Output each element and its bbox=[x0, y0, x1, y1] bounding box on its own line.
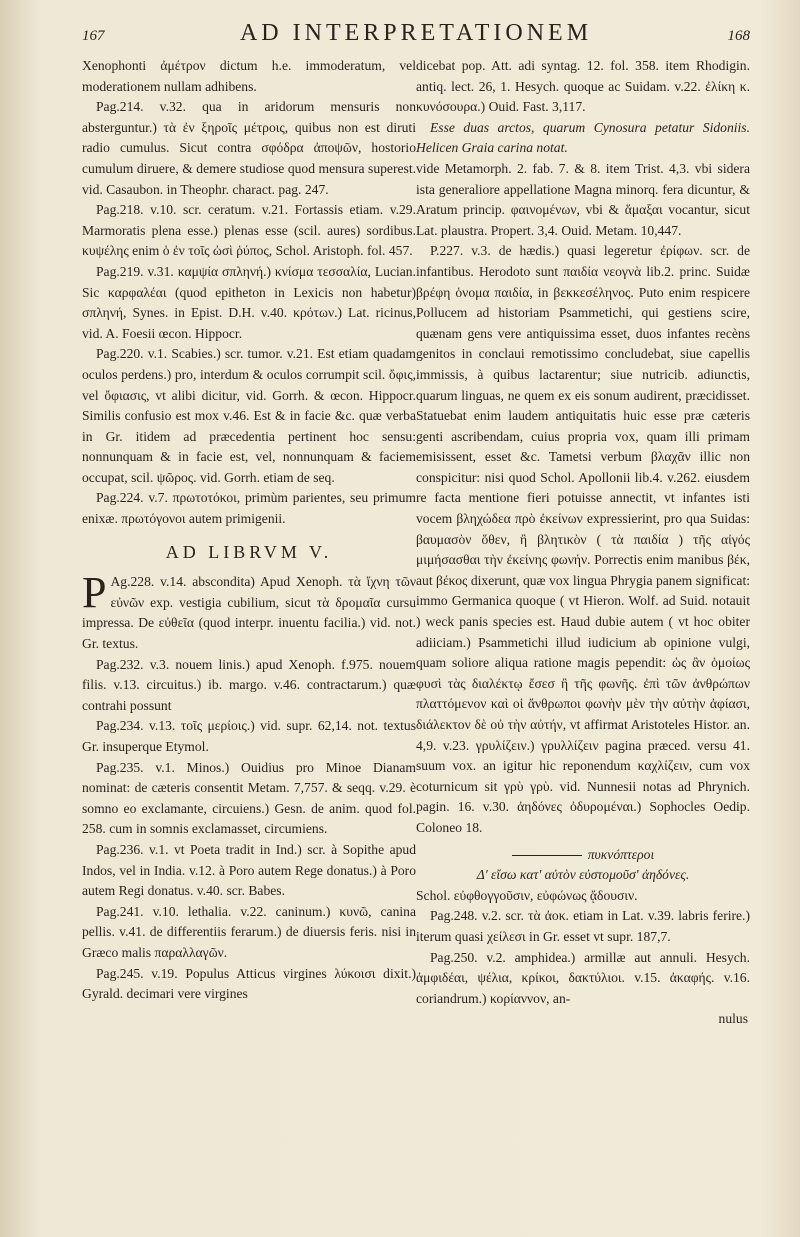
paragraph: Pag.241. v.10. lethalia. v.22. caninum.) κυνῶ, canina pellis. v.41. de differentiis ferarum.) de diuersis feris. nisi in Græco malis παραλλαγῶν. bbox=[82, 903, 416, 960]
drop-cap: P bbox=[82, 568, 107, 618]
paragraph: Pag.220. v.1. Scabies.) scr. tumor. v.21. Est etiam quadam oculos perdens.) pro, interdum & oculos corrumpit scil. ὄφις, vel ὄφιασις, vt alibi dicitur, vid. Gorrh. & œcon. Hippocr. Similis confusio est mox v.46. Est & in facie &c. quæ verba in Gr. itidem ad præcedentia pertinent hoc sensu: nonnunquam & in facie est, vel, nonnunquam & faciem occupat, scil. ψῶρος. vid. Gorrh. etiam de seq. bbox=[82, 346, 416, 485]
paragraph: Pag.219. v.31. καμψία σπληνή.) κνίσμα τεσσαλία, Lucian. Sic καρφαλέαι (quod epitheton in Lexicis non habetur) σπληνή, Synes. in Epist. D.H. v.40. κρότων.) Lat. ricinus, vid. A. Foesii œcon. Hippocr. bbox=[82, 263, 416, 341]
paragraph: Pag.235. v.1. Minos.) Ouidius pro Minoe Dianam nominat: de cæteris consentit Metam. 7,757. & seqq. v.29. è somno eo exclamante, circuiens.) Gesn. de anim. quod fol. 258. cum in somnis exclamasset, circumiens. bbox=[82, 759, 416, 837]
page-number-right: 168 bbox=[727, 28, 750, 44]
paragraph: P.227. v.3. de hædis.) quasi legeretur ἐρίφων. scr. de infantibus. Herodoto sunt παιδία νεογνὰ lib.2. princ. Suidæ βρέφη ὁνομα παιδία, in βεκκεσέληνος. Puto enim respicere Pollucem ad historiam Psammetichi, qui gestiens scire, quænam gens vere antiquissima esset, duos infantes recèns genitos in conclaui remotissimo concludebat, siue capellis immissis, à quibus lactarentur; siue nutricib. adiunctis, quarum linguas, ne quem ex eis sonum audirent, præcidisset. Statuebat enim laudem antiquitatis huic esse præ cæteris genti ascribendam, cuius propria vox, quam illi primam emisissent, esset &c. Tametsi verbum βλαχᾶν illic non conspicitur: nisi quod Schol. Apollonii lib.4. v.262. eiusdem re facta mentione fieri potuisse annectit, vt infantes isti vocem βληχώδεα πρὸ ἐκείνων expressierint, pro qua Suidas: βαυμασὸν ὅθεν, ἢ βλητικὸν ( τὰ παιδία ) τῆς αἰγός μιμήσασθαι τὴν ἐκείνης φωνήν. Porrectis enim manibus βέκ, aut βέκος dixerunt, quæ vox lingua Phrygia panem significat: immo Germanica quoque ( vt Hieron. Wolf. ad Suid. notauit ) weck panis species est. Haud dubie autem ( vt hoc obiter adiiciam.) Psammetichi illud iudicium ab opinione vulgi, quam soliore aliqua ratione magis pependit: ὡς ἂν ὁμοίως φυσὶ τὰς διαλέκτῳ ἔσεσ ἢ τῆς φωνῆς. ἐπὶ τῶν ἀνθρώπων πλαττόμενον καὶ οἱ ἄνθρωποι φωνὴν μὲν τὴν αὐτὴν ἀφίασι, διάλεκτον δὲ οὐ τὴν αὐτήν, vt affirmat Aristoteles Histor. an. 4,9. v.23. γρυλίζειν.) γρυλλίζειν pagina præced. versu 41. suum vox. an igitur hic reponendum καχλίζειν, cum vox coturnicum sit γρὺ γρὺ. vid. Nunnesii notas ad Phrynich. pagin. 16. v.30. ἀηδόνες ὀδυρομέναι.) Sophocles Oedip. Coloneo 18. bbox=[416, 243, 750, 835]
paragraph: vide Metamorph. 2. fab. 7. & 8. item Trist. 4,3. vbi sidera ista generaliore appellatione Magna minorq. fera dicuntur, & Aratum princip. φαινομένων, vbi & ἅμαξαι vocantur, sicut Lat. plaustra. Propert. 3,4. Ouid. Metam. 10,447. bbox=[416, 160, 750, 238]
paragraph: Pag.232. v.3. nouem linis.) apud Xenoph. f.975. nouem filis. v.13. circuitus.) ib. margo. v.46. contractarum.) quæ contrahi possunt bbox=[82, 656, 416, 713]
greek-quote bbox=[416, 845, 750, 886]
paragraph: Pag.214. v.32. qua in aridorum mensuris non absterguntur.) τὰ ἐν ξηροῖς μέτροις, quibus non est diruti radio cumulus. Sicut contra σφόδρα ἀποψῶν, hostorio cumulum diruere, & demere studiose quod mensura superest. vid. Casaubon. in Theophr. charact. pag. 247. bbox=[82, 99, 416, 197]
paragraph: Pag.250. v.2. amphidea.) armillæ aut annuli. Hesych. ἀμφιδέαι, ψέλια, κρίκοι, δακτύλιοι. v.15. ἀκαφής. v.16. coriandrum.) κορίαννον, an- bbox=[416, 949, 750, 1006]
paragraph: Xenophonti ἀμέτρον dictum h.e. immoderatum, vel moderationem nullam adhibens. bbox=[82, 58, 416, 94]
right-column bbox=[416, 56, 750, 1030]
greek-quote-line: Δ' εἴσω κατ' αὐτὸν εὐστομοῦσ' ἀηδόνες. bbox=[476, 867, 690, 883]
paragraph-text: Ag.228. v.14. abscondita) Apud Xenoph. τὰ ἴχνη τῶν εὐνῶν exp. vestigia cubilium, sicut τὰ δρομαῖα cursu impressa. De εὐθεῖα (quod interpr. inuentu facilia.) vid. not. Gr. textus. bbox=[82, 574, 416, 652]
section-heading: AD LIBRVM V. bbox=[165, 541, 333, 562]
paragraph: Pag.245. v.19. Populus Atticus virgines λύκοισι dixit.) Gyrald. decimari vere virgines bbox=[82, 965, 416, 1002]
rule-dash bbox=[512, 855, 582, 856]
text-columns bbox=[82, 56, 750, 1030]
page-number-left: 167 bbox=[82, 28, 105, 44]
paragraph: dicebat pop. Att. adi syntag. 12. fol. 358. item Rhodigin. antiq. lect. 26, 1. Hesych. quoque ac Suidam. v.22. ἐλίκη κ. κυνόσουρα.) Ouid. Fast. 3,117. bbox=[416, 58, 750, 115]
paragraph: Pag.234. v.13. τοῖς μερίοις.) vid. supr. 62,14. not. textus Gr. insuperque Etymol. bbox=[82, 718, 416, 754]
greek-quote-line bbox=[416, 845, 750, 866]
running-title: AD INTERPRETATIONEM bbox=[239, 20, 593, 46]
paragraph: Pag.236. v.1. vt Poeta tradit in Ind.) scr. à Sopithe apud Indos, vel in India. v.12. à Poro autem Rege donatus.) à Poro autem Regi donatus. v.40. scr. Babes. bbox=[82, 841, 416, 899]
page-header bbox=[82, 20, 750, 56]
paragraph: Schol. εὐφθογγοῦσιν, εὐφώνως ᾄδουσιν. bbox=[416, 887, 638, 903]
catchword: nulus bbox=[718, 1011, 748, 1027]
left-column bbox=[82, 56, 416, 1030]
paragraph bbox=[82, 568, 416, 654]
paragraph: Pag.218. v.10. scr. ceratum. v.21. Fortassis etiam. v.29. Marmoratis plena esse.) plenas esse (scil. aures) sordibus. κυψέλης enim ὁ ἐν τοῖς ὠσὶ ῥύπος, Schol. Aristoph. fol. 457. bbox=[82, 202, 416, 259]
paragraph: Pag.224. v.7. πρωτοτόκοι, primùm parientes, seu primum enixæ. πρωτόγονοι autem primigenii. bbox=[82, 490, 416, 527]
greek-quote-text: πυκνόπτεροι bbox=[587, 846, 655, 862]
paragraph: Pag.248. v.2. scr. τὰ ἀοκ. etiam in Lat. v.39. labris ferire.) iterum quasi χείλεσι in Gr. esset vt supr. 187,7. bbox=[416, 908, 750, 944]
verse-quote: Esse duas arctos, quarum Cynosura petatur Sidoniis. Helicen Graia carina notat. bbox=[416, 119, 750, 156]
